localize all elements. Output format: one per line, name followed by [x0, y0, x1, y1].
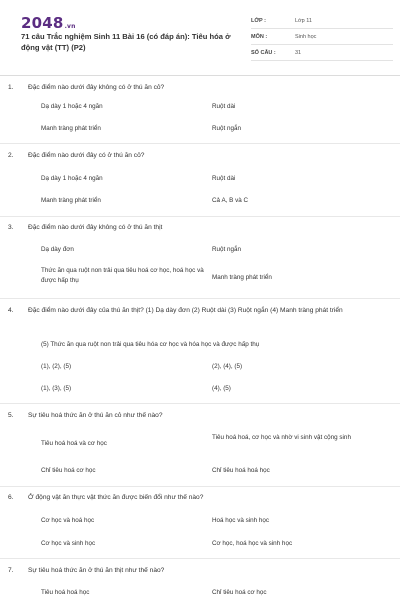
option-c[interactable]: Cơ học và sinh học — [41, 540, 96, 547]
meta-row-count — [251, 46, 393, 61]
option-b[interactable]: Ruột dài — [212, 103, 236, 110]
option-b[interactable]: Tiêu hoá hoá, cơ học và nhờ vi sinh vật cộng sinh — [212, 434, 351, 441]
meta-label: SỐ CÂU : — [251, 50, 276, 56]
question-number: 3. — [8, 224, 14, 231]
option-c[interactable]: Manh tràng phát triển — [41, 197, 101, 204]
question-text: Đặc điểm nào dưới đây không có ở thú ăn thịt — [28, 224, 163, 231]
question-2 — [8, 150, 378, 161]
question-text: Đặc điểm nào dưới đây của thú ăn thịt? (1) Dạ dày đơn (2) Ruột dài (3) Ruột ngắn (4) Manh tràng phát triển — [28, 307, 343, 314]
question-divider — [0, 486, 400, 487]
question-divider — [0, 403, 400, 404]
meta-info — [251, 14, 393, 61]
site-logo[interactable] — [21, 14, 76, 32]
meta-value: 31 — [295, 50, 302, 56]
question-4 — [8, 305, 378, 316]
meta-row-class — [251, 14, 393, 29]
page-title: 71 câu Trắc nghiệm Sinh 11 Bài 16 (có đáp án): Tiêu hóa ở động vật (TT) (P2) — [21, 32, 231, 52]
option-d[interactable]: Cả A, B và C — [212, 197, 249, 204]
meta-row-subject — [251, 30, 393, 45]
option-b[interactable]: (2), (4), (5) — [212, 363, 243, 370]
question-1 — [8, 82, 378, 93]
question-divider — [0, 558, 400, 559]
option-c[interactable]: Chỉ tiêu hoá cơ học — [41, 467, 96, 474]
question-number: 4. — [8, 307, 14, 314]
option-a[interactable]: Dạ dày 1 hoặc 4 ngăn — [41, 103, 103, 110]
question-divider — [0, 143, 400, 144]
header-divider — [0, 75, 400, 76]
option-a[interactable]: Tiêu hoá hoá học — [41, 589, 90, 596]
header — [13, 0, 387, 72]
question-extra-text: (5) Thức ăn qua ruột non trải qua tiêu hóa cơ học và hóa học và được hấp thụ — [41, 341, 260, 348]
option-d[interactable]: Chỉ tiêu hoá hoá học — [212, 467, 270, 474]
option-c[interactable]: Manh tràng phát triển — [41, 125, 101, 132]
logo-text: 2048 — [21, 14, 64, 32]
option-b[interactable]: Chỉ tiêu hoá cơ học — [212, 589, 267, 596]
option-c[interactable]: (1), (3), (5) — [41, 385, 72, 392]
meta-label: MÔN : — [251, 34, 268, 40]
meta-value: Sinh học — [295, 34, 317, 40]
option-d[interactable]: Cơ học, hoá học và sinh học — [212, 540, 293, 547]
question-text: Đặc điểm nào dưới đây có ở thú ăn cỏ? — [28, 152, 145, 159]
option-a[interactable]: Dạ dày 1 hoặc 4 ngăn — [41, 175, 103, 182]
option-a[interactable]: Dạ dày đơn — [41, 246, 74, 253]
option-a[interactable]: Tiêu hoá hoá và cơ học — [41, 440, 107, 447]
option-d[interactable]: Ruột ngắn — [212, 125, 242, 132]
option-d[interactable]: (4), (5) — [212, 385, 231, 392]
question-text: Sự tiêu hoá thức ăn ở thú ăn thịt như thế nào? — [28, 567, 165, 574]
option-b[interactable]: Ruột ngắn — [212, 246, 242, 253]
logo-suffix: .vn — [64, 23, 76, 30]
question-text: Ở động vật ăn thực vật thức ăn được biến đổi như thế nào? — [28, 494, 204, 501]
question-divider — [0, 216, 400, 217]
question-number: 5. — [8, 412, 14, 419]
question-text: Đặc điểm nào dưới đây không có ở thú ăn cỏ? — [28, 84, 165, 91]
option-c[interactable]: Thức ăn qua ruột non trải qua tiêu hoá cơ học, hoá học và được hấp thụ — [41, 267, 204, 284]
meta-label: LỚP : — [251, 18, 266, 24]
question-7 — [8, 565, 378, 576]
question-text: Sự tiêu hoá thức ăn ở thú ăn cỏ như thế nào? — [28, 412, 163, 419]
meta-value: Lớp 11 — [295, 18, 312, 24]
question-divider — [0, 298, 400, 299]
question-number: 1. — [8, 84, 14, 91]
question-5 — [8, 410, 378, 421]
question-6 — [8, 492, 378, 503]
question-number: 6. — [8, 494, 14, 501]
option-b[interactable]: Ruột dài — [212, 175, 236, 182]
question-number: 7. — [8, 567, 14, 574]
question-3 — [8, 222, 378, 233]
option-b[interactable]: Hoá học và sinh học — [212, 517, 270, 524]
question-number: 2. — [8, 152, 14, 159]
option-d[interactable]: Manh tràng phát triển — [212, 274, 272, 281]
option-a[interactable]: Cơ học và hoá học — [41, 517, 95, 524]
option-a[interactable]: (1), (2), (5) — [41, 363, 72, 370]
